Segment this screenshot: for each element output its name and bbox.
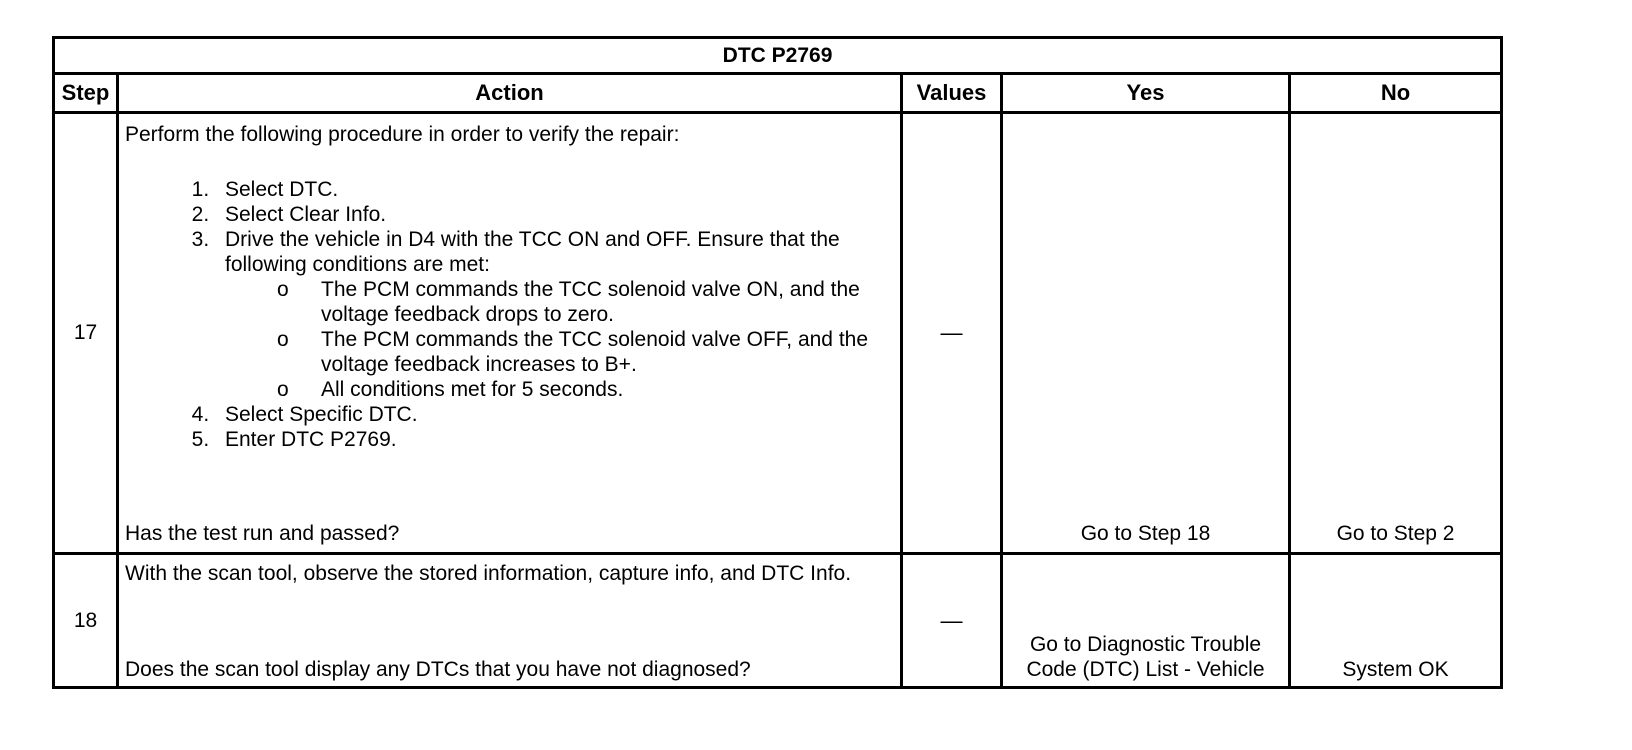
procedure-step bbox=[215, 402, 894, 427]
procedure-step-text: Drive the vehicle in D4 with the TCC ON and OFF. Ensure that the following conditions are met: bbox=[225, 228, 840, 276]
condition-list bbox=[225, 277, 894, 402]
header-values: Values bbox=[902, 74, 1002, 113]
action-cell bbox=[118, 554, 902, 688]
condition-item: o The PCM commands the TCC solenoid valve OFF, and the voltage feedback increases to B+. bbox=[265, 327, 894, 377]
procedure-step bbox=[215, 177, 894, 202]
procedure-step bbox=[215, 227, 894, 402]
header-step: Step bbox=[54, 74, 118, 113]
action-cell bbox=[118, 113, 902, 554]
action-intro: With the scan tool, observe the stored information, capture info, and DTC Info. bbox=[125, 562, 852, 585]
no-cell bbox=[1290, 113, 1502, 554]
table-row-step-17 bbox=[54, 113, 1502, 554]
condition-item: o The PCM commands the TCC solenoid valve ON, and the voltage feedback drops to zero. bbox=[265, 277, 894, 327]
step-number: 17 bbox=[54, 113, 118, 554]
condition-item: o All conditions met for 5 seconds. bbox=[265, 377, 894, 402]
no-result: System OK bbox=[1342, 658, 1449, 681]
table-title: DTC P2769 bbox=[54, 38, 1502, 74]
header-yes: Yes bbox=[1002, 74, 1290, 113]
yes-cell bbox=[1002, 113, 1290, 554]
no-result: Go to Step 2 bbox=[1336, 522, 1455, 545]
procedure-list bbox=[125, 177, 894, 452]
yes-result: Go to Step 18 bbox=[1080, 522, 1211, 545]
header-no: No bbox=[1290, 74, 1502, 113]
procedure-step-text: Enter DTC P2769. bbox=[225, 428, 397, 451]
header-row bbox=[54, 74, 1502, 113]
procedure-step bbox=[215, 202, 894, 227]
table-row-step-18 bbox=[54, 554, 1502, 688]
yes-cell bbox=[1002, 554, 1290, 688]
procedure-step-text: Select DTC. bbox=[225, 178, 339, 201]
step-number: 18 bbox=[54, 554, 118, 688]
header-action: Action bbox=[118, 74, 902, 113]
values-cell: — bbox=[902, 554, 1002, 688]
action-question: Does the scan tool display any DTCs that you have not diagnosed? bbox=[125, 658, 751, 681]
action-question: Has the test run and passed? bbox=[125, 522, 400, 545]
no-cell bbox=[1290, 554, 1502, 688]
yes-result: Go to Diagnostic Trouble Code (DTC) List - Vehicle bbox=[1026, 633, 1265, 681]
procedure-step-text: Select Specific DTC. bbox=[225, 403, 418, 426]
procedure-step bbox=[215, 427, 894, 452]
values-cell: — bbox=[902, 113, 1002, 554]
dtc-table bbox=[52, 36, 1503, 689]
procedure-step-text: Select Clear Info. bbox=[225, 203, 387, 226]
action-intro: Perform the following procedure in order to verify the repair: bbox=[125, 123, 680, 146]
